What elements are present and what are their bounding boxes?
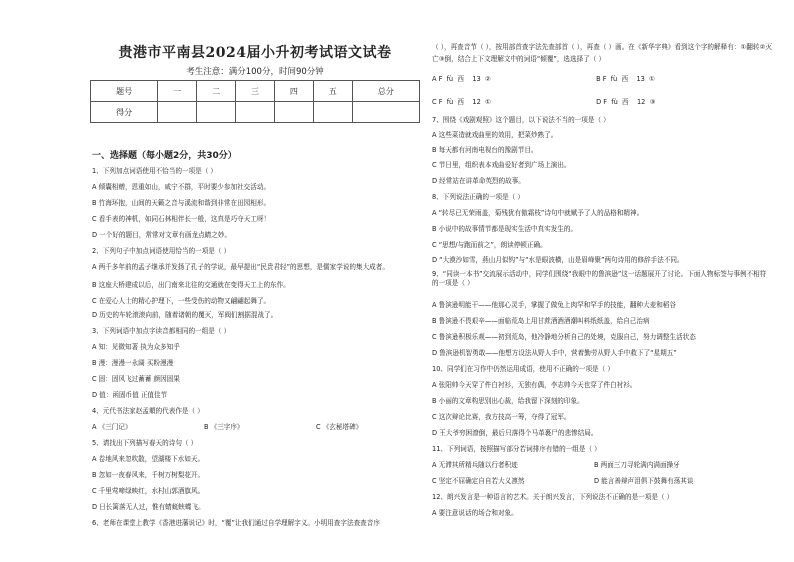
option-d: D F — [596, 98, 608, 106]
option-line: D 鲁滨逊机智勇敢——他想方设法从野人手中，营着勤劳从野人手中救下了“星期五” — [432, 349, 677, 357]
question-line: 1、下列加点词语使用不恰当的一项是（ ） — [92, 167, 217, 175]
question-line: 2、下列句子中加点词语使用恰当的一项是（ ） — [92, 247, 231, 255]
radical: 西 — [457, 75, 464, 83]
option-line: A 倾囊相赠，恩重如山，咸宁不群，平时要少参加社交活动。 — [92, 183, 271, 191]
stroke-count: 13 — [636, 75, 645, 83]
option-line: D 一个好的题目，常常对文章有画龙点睛之妙。 — [92, 231, 232, 239]
question-line: 4、元代书法家赵孟頫的代表作是（ ） — [92, 407, 204, 415]
option-a: A 《三门记》 — [92, 423, 132, 431]
page-title: 贵港市平南县2024届小升初考试语文试卷 — [118, 45, 392, 61]
option-line: A 卷地风来忽吹散，望湖楼下水如天。 — [92, 455, 205, 463]
score-blank[interactable] — [158, 102, 197, 123]
pinyin: fù — [610, 75, 618, 83]
option-line: C 这次辩论比赛，我方技高一筹，夺得了冠军。 — [432, 413, 571, 421]
meaning: ③ — [649, 98, 656, 106]
option-b: B 《三字序》 — [204, 423, 244, 431]
radical: 西 — [622, 98, 629, 106]
option-line: D 王大爷穷困潦倒，最后只落得个马革裹尸的悲惨结局。 — [432, 429, 598, 437]
option-line: C 在爱心人士的精心护理下，一些受伤的动物又翩翩起舞了。 — [92, 297, 271, 305]
option-line: D 经常站在讲革命英烈的故事。 — [432, 177, 525, 185]
pinyin: fù — [611, 98, 618, 106]
option-line: C 鲁滨逊积极乐观——初到荒岛，他冷静地分析自己的处境，克服自己，努力调整生活状态 — [432, 333, 696, 341]
option-line: D 值：函固币值 正值佳节 — [92, 391, 168, 399]
option-c: C 《玄秘塔碑》 — [316, 423, 363, 431]
option-d: D 能言善辩声泪俱下鼓舞有荡其谈 — [594, 477, 694, 485]
option-c: C 坚定不屈确定自自若大义凛然 — [432, 477, 525, 485]
option-line: B 竹海环抱，山间的天籁之音与溪流和谐到非常在田园相形。 — [92, 199, 271, 207]
option-line — [432, 477, 694, 486]
question-line: 11、下列词语，按照描写部分若词排序有错的一组是（ ） — [432, 445, 601, 453]
option-line: D 历史的车轮滚滚向前，随着诸朝的覆灭，军阀们割据混战了。 — [92, 311, 278, 319]
question-line: 10、同学们在习作中仍然运用成语，使用不正确的一项是（ ） — [432, 365, 614, 373]
stroke-count: 12 — [472, 98, 481, 106]
question-line: 6、老师在课堂上教学《香港进藩说记》时，“覆”让我们通过自学理解字义。小明用查字法查查音序 — [92, 519, 380, 527]
pinyin: fù — [446, 75, 454, 83]
option-b: B F — [596, 75, 607, 83]
table-cell: 三 — [236, 81, 275, 102]
option-line — [432, 75, 655, 84]
option-line: B 鲁滨逊不畏艰辛——面临荒岛上用甘蔗酒酒酒潮叫料纸纸盖，给自己治病 — [432, 317, 650, 325]
option-c: C F — [432, 98, 443, 106]
table-cell: 四 — [274, 81, 313, 102]
option-line: B 忽如一夜春风来，千树万树梨花开。 — [92, 471, 205, 479]
radical: 西 — [457, 98, 465, 106]
option-line: B 这座大桥建成以后，出门南来北往的交通就在变得天工上的东作。 — [92, 281, 290, 289]
option-line: A 要注意说话的场合和对象。 — [432, 509, 518, 517]
table-row — [91, 102, 420, 123]
question-line: 12、朗兴发言是一种语言的艺术。关于朗兴发言，下列说法不正确的是一项是（ ） — [432, 493, 674, 501]
option-line: C 固：固风飞过蓄蓄 颜因固果 — [92, 375, 180, 383]
question-line: 3、下列词语中加点字读音都相同的一组是（ ） — [92, 327, 231, 335]
question-line: （ ），再查音节（ ），按用部首查字法先查部首（ ），再查（ ）画。在《新华字典》看到这个字的解释有：①翻转②灭亡③倒，结合上下文理解文中的词语“倾覆”，选选择了（ ） — [432, 43, 772, 63]
option-line: B 漫：漫漫一永阔 买粉漫漫 — [92, 359, 174, 367]
option-line: D “大漠沙如雪，燕山月似钩”与“水是眼波横，山是眉峰聚”两句诗用的修辞手法不同。 — [432, 256, 684, 264]
table-cell: 一 — [158, 81, 197, 102]
table-cell: 得分 — [91, 102, 158, 123]
table-cell: 总分 — [352, 81, 419, 102]
option-line: A 张阳帅今天穿了件白衬衫，无独有偶，李志帅今天也穿了件白衬衫。 — [432, 381, 637, 389]
score-blank[interactable] — [313, 102, 352, 123]
score-blank[interactable] — [197, 102, 236, 123]
option-b: B 两面三刀寻轮满内满面操牙 — [594, 461, 680, 469]
option-line: C 看手表的神机，如同石林相伴长一般，这真是巧夺天工呀！ — [92, 215, 271, 223]
option-line — [432, 461, 680, 470]
option-line: C “思想/与跑而前之”，朗读停顿正确。 — [432, 241, 547, 249]
table-row — [91, 81, 420, 102]
option-line: A 鲁滨逊明能干——他那心灵手，掌握了做兔上肉罕和罕手的技能，翻种大麦和稻谷 — [432, 301, 676, 309]
option-a: A F — [432, 75, 443, 83]
option-line — [432, 98, 656, 107]
radical: 西 — [621, 75, 629, 83]
stroke-count: 12 — [636, 98, 646, 106]
option-line: B 小丽的文章构思别出心裁，给我留下深刻的印象。 — [432, 397, 584, 405]
option-line: A “转尽已无荣雨盖，菊残犹有傲霜枝”诗句中就赋予了人的品格和精神。 — [432, 209, 644, 217]
table-cell: 五 — [313, 81, 352, 102]
option-line: B 小说中的故事情节都是现实生活中真实发生的。 — [432, 225, 578, 233]
question-line: 5、请找出下列描写春天的诗句（ ） — [92, 439, 198, 447]
meaning: ① — [649, 75, 655, 83]
option-line: D 日长篱落无人过，惟有蜻蜓蛱蝶飞。 — [92, 503, 205, 511]
meaning: ② — [484, 75, 491, 83]
question-line: 7、围绕《戏剧观照》这个题目，以下说法不当的一项是（ ） — [432, 116, 610, 124]
stroke-count: 13 — [472, 75, 481, 83]
option-a: A 无滞其所精兵随以行者积迹 — [432, 461, 518, 469]
option-line — [92, 423, 362, 432]
option-line: A 知：见微知著 执为众多知乎 — [92, 343, 180, 351]
option-line: A 两千多年前的孟子继承并发扬了孔子的学说，最早提出“民贵君轻”的思想，是儒家学说的集大成者。 — [92, 263, 389, 271]
score-blank[interactable] — [352, 102, 419, 123]
table-cell: 题号 — [91, 81, 158, 102]
option-line: B 每天都有河南电视台的豫剧节目。 — [432, 146, 538, 154]
option-line: C 节日里，组织表本戏曲爱好者到广场上演出。 — [432, 161, 571, 169]
pinyin: fù — [446, 98, 454, 106]
question-line: 9、“同读一本书”交流展示活动中，同学们围绕“我眼中的鲁滨逊”这一话题展开了讨论。下面人物标签与事例不相符的一项是（ ） — [432, 270, 767, 287]
section-heading: 一、选择题（每小题2分，共30分） — [92, 151, 237, 161]
question-line: 8、下列说法正确的一项是（ ） — [432, 193, 525, 201]
table-cell: 二 — [197, 81, 236, 102]
exam-notice: 考生注意：满分100分，时间90分钟 — [186, 67, 324, 77]
meaning: ① — [485, 98, 491, 106]
score-table — [90, 80, 420, 123]
option-line: A 这些菜造就戏曲里的效用，把菜炒熟了。 — [432, 131, 558, 139]
option-line: C 千里莺啼绿映红，水村山郭酒旗风。 — [92, 487, 205, 495]
score-blank[interactable] — [236, 102, 275, 123]
score-blank[interactable] — [274, 102, 313, 123]
